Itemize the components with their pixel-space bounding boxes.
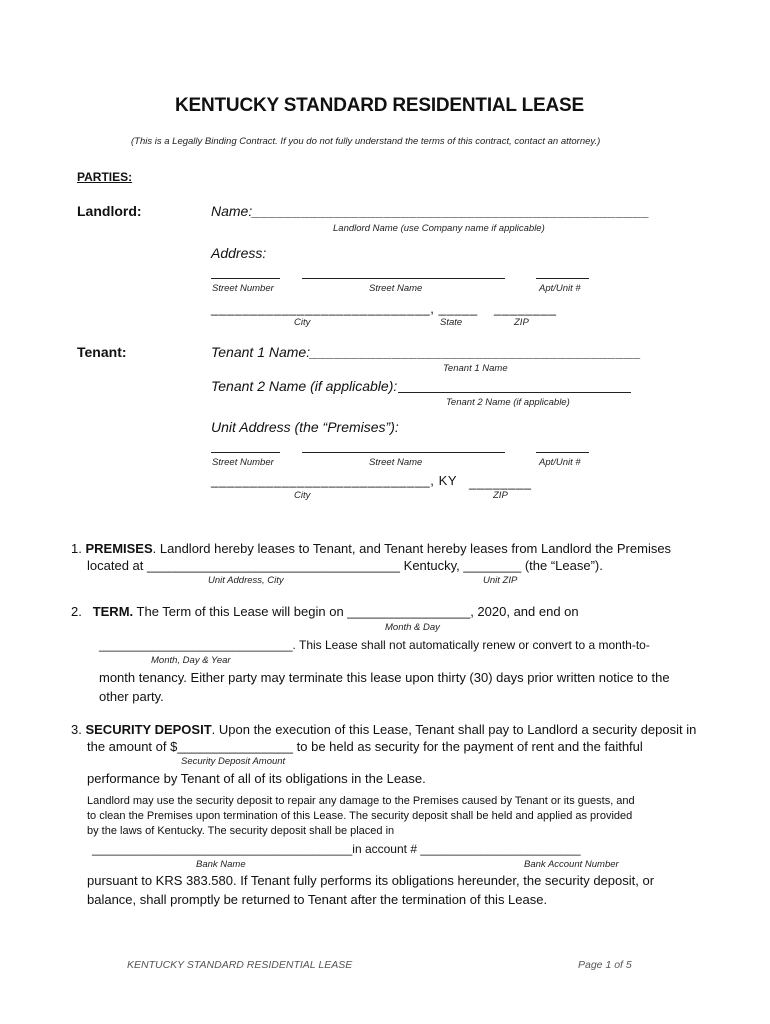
premises-heading: PREMISES (85, 541, 153, 556)
security-line-2: the amount of $________________ to be held as security for the payment of rent and the faithful (87, 739, 643, 754)
tenant2-caption: Tenant 2 Name (if applicable) (446, 397, 570, 408)
premises-line-2: located at ___________________________________ Kentucky, ________ (the “Lease”). (87, 558, 603, 573)
term-line-1 (71, 604, 579, 619)
term-line-2: _____________________________. This Lease shall not automatically renew or convert to a month-to- (99, 638, 650, 652)
tenant1-field[interactable]: ________________________________________ (310, 344, 642, 360)
tenant1-row (211, 344, 642, 360)
landlord-name-label: Name: (211, 203, 253, 219)
security-line-3: performance by Tenant of all of its obligations in the Lease. (87, 771, 426, 786)
landlord-zip-field[interactable]: ________ (494, 301, 557, 316)
document-subtitle: (This is a Legally Binding Contract. If you do not fully understand the terms of this contract, contact an attorney.) (131, 136, 601, 147)
security-line-1 (71, 722, 696, 737)
unit-city-field[interactable]: ____________________________, KY (211, 473, 458, 488)
unit-zip-field[interactable]: ________ (469, 475, 532, 490)
footer-page-number: Page 1 of 5 (578, 959, 632, 971)
premises-zip-caption: Unit ZIP (483, 575, 518, 586)
security-line-5: balance, shall promptly be returned to Tenant after the termination of this Lease. (87, 892, 548, 907)
landlord-street-name-field[interactable] (302, 278, 505, 279)
landlord-street-number-field[interactable] (211, 278, 280, 279)
security-paragraph-3: by the laws of Kentucky. The security deposit shall be placed in (87, 825, 395, 837)
unit-street-number-caption: Street Number (212, 457, 274, 468)
premises-number: 1. (71, 541, 82, 556)
security-amount-caption: Security Deposit Amount (181, 756, 286, 767)
security-bank-line[interactable]: _______________________________________in account # ________________________ (92, 842, 581, 856)
document-title: KENTUCKY STANDARD RESIDENTIAL LEASE (175, 95, 584, 116)
tenant1-caption: Tenant 1 Name (443, 363, 508, 374)
landlord-street-name-caption: Street Name (369, 283, 423, 294)
tenant1-label: Tenant 1 Name: (211, 344, 311, 360)
landlord-label: Landlord: (77, 203, 142, 219)
unit-address-label: Unit Address (the “Premises”): (211, 419, 399, 435)
security-paragraph-1: Landlord may use the security deposit to repair any damage to the Premises caused by Tenant or its guests, and (87, 795, 635, 807)
security-text-1: . Upon the execution of this Lease, Tenant shall pay to Landlord a security deposit in (211, 722, 697, 737)
premises-line-1 (71, 541, 671, 556)
security-line-4: pursuant to KRS 383.580. If Tenant fully performs its obligations hereunder, the security deposit, or (87, 873, 655, 888)
term-heading: TERM. (92, 604, 134, 619)
tenant2-field[interactable] (398, 392, 631, 393)
term-month-day-caption: Month & Day (385, 622, 440, 633)
landlord-street-number-caption: Street Number (212, 283, 274, 294)
term-line-3: month tenancy. Either party may terminate this lease upon thirty (30) days prior written notice to the (99, 670, 670, 685)
unit-city-caption: City (294, 490, 311, 501)
landlord-state-caption: State (440, 317, 463, 328)
landlord-zip-caption: ZIP (514, 317, 529, 328)
unit-apt-caption: Apt/Unit # (539, 457, 581, 468)
tenant2-label: Tenant 2 Name (if applicable): (211, 378, 398, 394)
tenant-label: Tenant: (77, 344, 127, 360)
landlord-name-field[interactable]: ________________________________________________ (252, 203, 650, 219)
parties-heading: PARTIES: (77, 170, 133, 184)
landlord-city-state-field[interactable]: ____________________________, _____ (211, 301, 478, 316)
unit-apt-field[interactable] (536, 452, 589, 453)
term-text-1: The Term of this Lease will begin on _________________, 2020, and end on (136, 604, 579, 619)
unit-street-name-field[interactable] (302, 452, 505, 453)
term-line-4: other party. (99, 689, 164, 704)
unit-street-number-field[interactable] (211, 452, 280, 453)
term-mdy-caption: Month, Day & Year (151, 655, 231, 666)
landlord-apt-field[interactable] (536, 278, 589, 279)
premises-text-1: . Landlord hereby leases to Tenant, and Tenant hereby leases from Landlord the Premises (152, 541, 672, 556)
landlord-address-label: Address: (211, 245, 267, 261)
security-account-caption: Bank Account Number (524, 859, 619, 870)
landlord-city-caption: City (294, 317, 311, 328)
premises-address-caption: Unit Address, City (208, 575, 284, 586)
security-number: 3. (71, 722, 82, 737)
unit-zip-caption: ZIP (493, 490, 508, 501)
term-number: 2. (71, 604, 82, 619)
security-bank-caption: Bank Name (196, 859, 246, 870)
footer-title: KENTUCKY STANDARD RESIDENTIAL LEASE (127, 959, 353, 971)
unit-street-name-caption: Street Name (369, 457, 423, 468)
landlord-name-caption: Landlord Name (use Company name if applicable) (333, 223, 545, 234)
landlord-name-row (211, 203, 650, 219)
security-paragraph-2: to clean the Premises upon termination of this Lease. The security deposit shall be held and applied as provided (87, 810, 633, 822)
security-heading: SECURITY DEPOSIT (85, 722, 212, 737)
landlord-apt-caption: Apt/Unit # (539, 283, 581, 294)
